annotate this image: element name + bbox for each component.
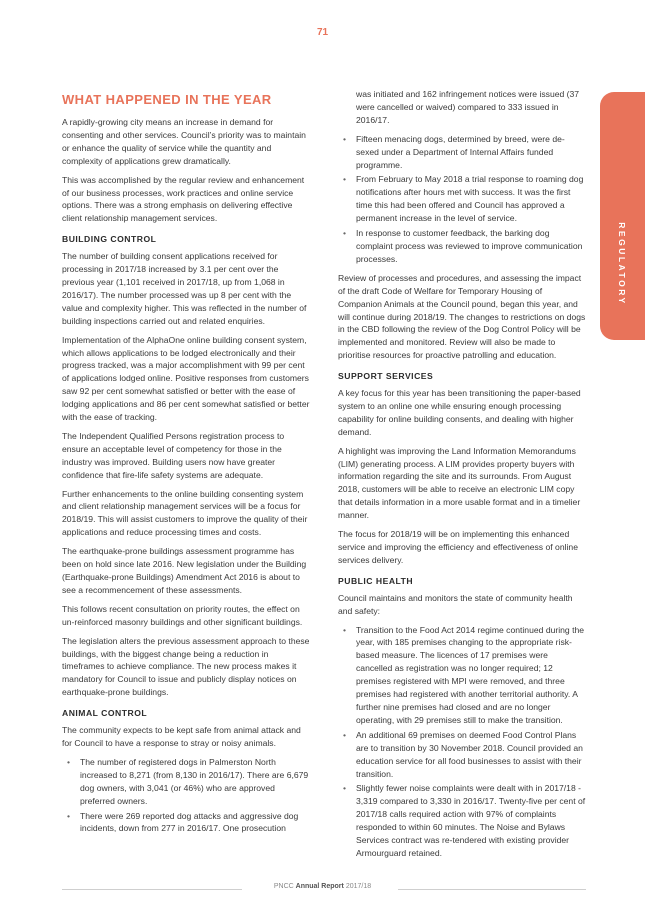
- animal-intro-paragraph: The community expects to be kept safe from animal attack and for Council to have a response to stray or noisy animals.: [62, 725, 301, 748]
- animal-bullet-list: [338, 133, 586, 266]
- list-item: • The number of registered dogs in Palmerston North increased to 8,271 (from 8,130 in 2016/17). There are 6,679 dog owners, with 3,041 (or 46%) who are approved preferred owners.: [80, 756, 310, 808]
- list-item: • Slightly fewer noise complaints were dealt with in 2017/18 - 3,319 compared to 3,330 in 2016/17. Twenty-five per cent of 2017/18 calls required action with 97% of complaints responded to within 60 minutes. The Noise and Bylaws Services contract was re-tendered with existing provider Armourguard retained.: [356, 782, 586, 859]
- animal-review-paragraph: Review of processes and procedures, and assessing the impact of the draft Code of Welfare for Temporary Housing of Companion Animals at the Council pound, began this year, and will continue during 2018/19. The changes to restrictions on dogs in the CBD following the review of the Dog Control Policy will be implemented and monitored. Review will also be made to prioritise resources for proactive patrolling and education.: [338, 272, 586, 361]
- building-paragraph: This follows recent consultation on priority routes, the effect on un-reinforced masonry buildings and other significant buildings.: [62, 603, 303, 627]
- page-number: 71: [316, 27, 329, 38]
- building-paragraph: Further enhancements to the online building consenting system and client relationship management services will be a focus for 2018/19. This will assist customers to improve the quality of their applications and reduce processing times and costs.: [62, 488, 308, 538]
- list-item: • From February to May 2018 a trial response to roaming dog notifications after hours met with success. It was the first time this had been offered and Council has approved a permanent increase in the level of service.: [356, 173, 586, 225]
- health-intro-paragraph: Council maintains and monitors the state of community health and safety:: [338, 592, 573, 616]
- left-column: [62, 92, 310, 841]
- building-paragraph: The earthquake-prone buildings assessment programme has been on hold since late 2016. New legislation under the Building (Earthquake-prone Buildings) Amendment Act 2016 is about to see a recommencement of these assessments.: [62, 546, 307, 595]
- footer-report: Annual Report: [295, 883, 344, 890]
- animal-bullet-list: [62, 756, 310, 835]
- right-column: [338, 88, 586, 866]
- building-paragraph: The number of building consent applications received for processing in 2017/18 increased by 3.1 per cent over the previous year (1,101 received in 2017/18, up from 1,068 in 2016/17). The number processed was up 8 per cent with the value and complexity higher. This was reflected in the number of building inspections carried out and related enquiries.: [62, 251, 307, 326]
- intro-paragraph: This was accomplished by the regular review and enhancement of our business processes, work practices and online service options. There was a strong emphasis on delivering effective client relationship management services.: [62, 174, 305, 224]
- list-item: • An additional 69 premises on deemed Food Control Plans are to transition by 30 November 2018. Council provided an education service for all food businesses to assist with their transition.: [356, 729, 586, 781]
- footer: [0, 883, 645, 890]
- building-paragraph: Implementation of the AlphaOne online building consent system, which allows applications to be lodged electronically and their progress tracked, was a major accomplishment with 99 per cent of applications lodged online. Positive responses from customers saw 92 per cent somewhat satisfied or better with the ease of lodging applications and 86 per cent somewhat satisfied or better with the ease of tracking.: [62, 334, 310, 423]
- support-paragraph: The focus for 2018/19 will be on implementing this enhanced service and improving the efficiency and effectiveness of online services delivery.: [338, 529, 578, 565]
- intro-paragraph: A rapidly-growing city means an increase in demand for consenting and other services. Council’s priority was to maintain or enhance the quality of service while the quantity and complexity of applications grew dramatically.: [62, 117, 306, 166]
- section-tab-label: REGULATORY: [617, 222, 627, 306]
- public-health-heading: PUBLIC HEALTH: [338, 575, 414, 586]
- list-item: • In response to customer feedback, the barking dog complaint process was reviewed to improve communication processes.: [356, 227, 586, 266]
- support-services-heading: SUPPORT SERVICES: [338, 371, 434, 382]
- footer-org: PNCC: [273, 883, 294, 890]
- building-control-heading: BUILDING CONTROL: [62, 234, 157, 245]
- support-paragraph: A key focus for this year has been transitioning the paper-based system to an online one while ensuring enough processing capability for online building consents, and dealing with higher demand.: [338, 388, 581, 437]
- building-paragraph: The Independent Qualified Persons registration process to ensure an acceptable level of competency for those in the industry was improved. Building users now have greater confidence that fire-life safety systems are adequate.: [62, 430, 285, 480]
- list-item: • Fifteen menacing dogs, determined by breed, were de-sexed under a Department of Internal Affairs funded programme.: [356, 133, 586, 172]
- list-item: • Transition to the Food Act 2014 regime continued during the year, with 185 premises changing to the appropriate risk-based measure. The licences of 17 premises were cancelled as registration was no longer required; 12 premises registered with MPI were removed, and three premises had registered with another territorial authority. A further nine premises had closed and are no longer operating, with 29 premises still to make the transition.: [356, 624, 586, 727]
- health-bullet-list: [338, 624, 586, 860]
- animal-bullet-continued: [338, 88, 586, 127]
- support-paragraph: A highlight was improving the Land Information Memorandums (LIM) generating process. A LIM provides property buyers with information regarding the site and its surrounds. From August 2018, customers will be able to receive an electronic LIM copy that details information in a more usable format and in a timelier manner.: [338, 445, 581, 521]
- section-title: WHAT HAPPENED IN THE YEAR: [62, 92, 272, 107]
- section-tab: [600, 92, 645, 340]
- footer-year: 2017/18: [345, 883, 372, 890]
- list-item-continued: was initiated and 162 infringement notices were issued (37 were cancelled or waived) compared to 333 issued in 2016/17.: [356, 89, 580, 125]
- animal-control-heading: ANIMAL CONTROL: [62, 708, 148, 719]
- list-item: • There were 269 reported dog attacks and aggressive dog incidents, down from 277 in 2016/17. One prosecution: [80, 810, 310, 836]
- building-paragraph: The legislation alters the previous assessment approach to these buildings, with the biggest change being a reduction in timeframes to achieve compliance. The new process makes it mandatory for Council to issue and publicly display notices on earthquake-prone buildings.: [62, 635, 310, 698]
